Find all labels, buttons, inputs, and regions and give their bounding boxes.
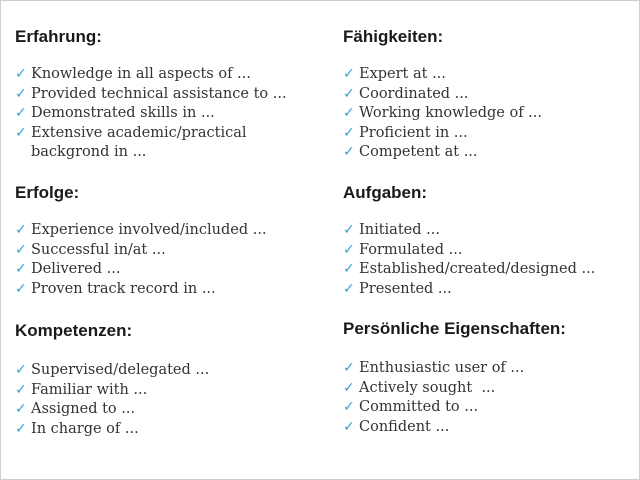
check-icon: ✓ <box>343 222 355 238</box>
check-icon: ✓ <box>15 105 27 121</box>
check-icon: ✓ <box>15 261 27 277</box>
check-icon: ✓ <box>343 124 355 141</box>
section-list <box>343 359 524 437</box>
list-item: ✓ Confident ... <box>343 418 524 438</box>
section-aufgaben <box>343 183 633 297</box>
check-icon: ✓ <box>343 261 355 277</box>
check-icon: ✓ <box>15 85 27 102</box>
check-icon: ✓ <box>15 401 27 417</box>
section-heading: Persönliche Eigenschaften: <box>343 319 566 338</box>
section-erfolge <box>15 183 325 297</box>
check-icon: ✓ <box>15 222 27 238</box>
list-item: ✓ Competent at ... <box>343 143 542 163</box>
check-icon: ✓ <box>15 241 27 258</box>
check-icon: ✓ <box>343 144 355 160</box>
section-heading: Fähigkeiten: <box>343 27 444 46</box>
check-icon: ✓ <box>343 360 355 376</box>
list-item: ✓ Demonstrated skills in ... <box>15 104 287 124</box>
list-item: ✓ Expert at ... <box>343 65 542 85</box>
check-icon: ✓ <box>343 66 355 82</box>
list-item: ✓ Initiated ... <box>343 221 595 241</box>
list-item: ✓ Established/created/designed ... <box>343 260 595 280</box>
section-list <box>343 65 542 163</box>
list-item: ✓ Familiar with ... <box>15 381 209 401</box>
section-heading: Aufgaben: <box>343 183 428 202</box>
section-erfahrung <box>15 27 325 160</box>
section-list <box>15 361 209 439</box>
list-item: ✓ Delivered ... <box>15 260 267 280</box>
section-heading: Erfolge: <box>15 183 80 202</box>
list-item: ✓ Formulated ... <box>343 241 595 261</box>
list-item: ✓ Extensive academic/practical backgrond in ... <box>15 124 247 160</box>
list-item: ✓ Provided technical assistance to ... <box>15 85 287 105</box>
check-icon: ✓ <box>343 418 355 435</box>
section-list <box>15 221 267 299</box>
section-heading: Erfahrung: <box>15 27 102 46</box>
list-item: ✓ Committed to ... <box>343 398 524 418</box>
list-item: ✓ Successful in/at ... <box>15 241 267 261</box>
check-icon: ✓ <box>343 379 355 396</box>
list-item: ✓ Coordinated ... <box>343 85 542 105</box>
section-list <box>15 65 287 163</box>
list-item: ✓ Proven track record in ... <box>15 280 267 300</box>
list-item: ✓ Assigned to ... <box>15 400 209 420</box>
list-item: ✓ Knowledge in all aspects of ... <box>15 65 287 85</box>
list-item: ✓ Presented ... <box>343 280 595 300</box>
section-kompetenzen <box>15 321 325 437</box>
section-list <box>343 221 595 299</box>
list-item: ✓ In charge of ... <box>15 420 209 440</box>
list-item: ✓ Working knowledge of ... <box>343 104 542 124</box>
list-item: ✓ Supervised/delegated ... <box>15 361 209 381</box>
check-icon: ✓ <box>15 66 27 82</box>
check-icon: ✓ <box>343 280 355 297</box>
check-icon: ✓ <box>15 124 27 141</box>
list-item: ✓ Enthusiastic user of ... <box>343 359 524 379</box>
section-faehigkeiten <box>343 27 633 160</box>
check-icon: ✓ <box>15 280 27 297</box>
section-heading: Kompetenzen: <box>15 321 133 340</box>
section-persoenliche-eigenschaften <box>343 319 633 435</box>
list-item: ✓ Actively sought ... <box>343 379 524 399</box>
check-icon: ✓ <box>15 362 27 378</box>
check-icon: ✓ <box>343 241 355 258</box>
check-icon: ✓ <box>343 85 355 102</box>
check-icon: ✓ <box>343 105 355 121</box>
list-item: ✓ Proficient in ... <box>343 124 542 144</box>
list-item: ✓ Experience involved/included ... <box>15 221 267 241</box>
check-icon: ✓ <box>15 381 27 398</box>
check-icon: ✓ <box>15 420 27 437</box>
check-icon: ✓ <box>343 399 355 415</box>
